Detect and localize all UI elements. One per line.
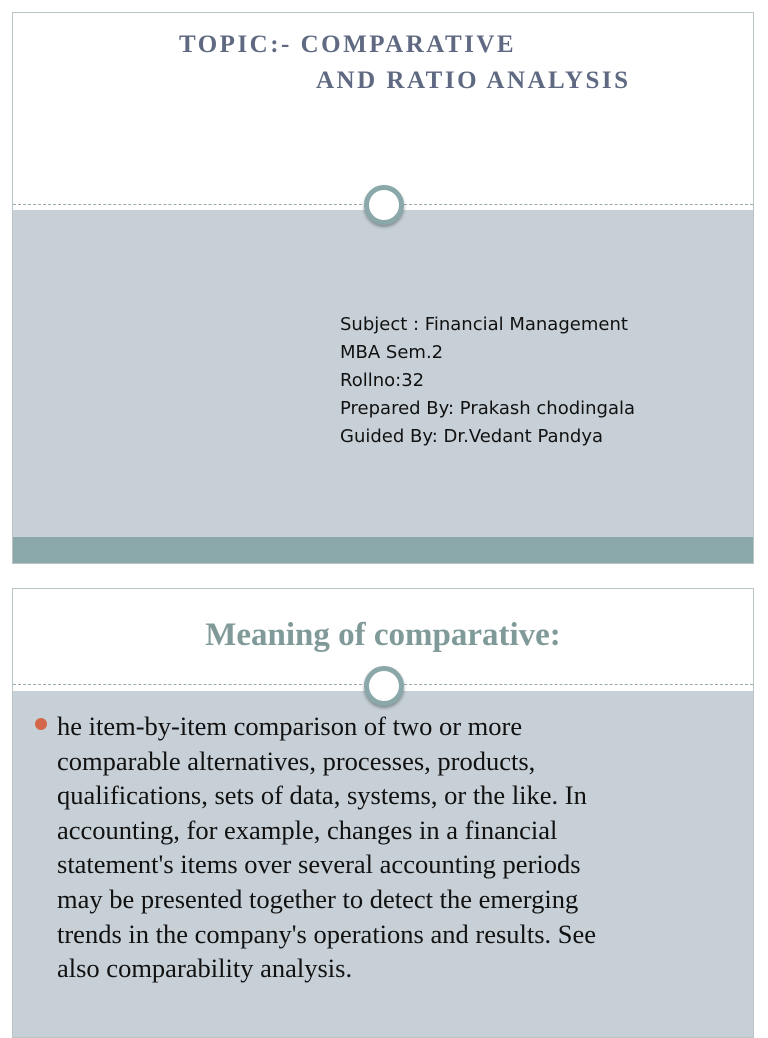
paragraph-line: may be presented together to detect the emerging <box>57 883 579 914</box>
slide-title-line-1: TOPIC:- COMPARATIVE <box>179 31 517 58</box>
ring-ornament-icon <box>364 185 404 225</box>
meaning-slide <box>12 588 754 1038</box>
bullet-dot-icon <box>35 718 47 730</box>
rollno-line: Rollno:32 <box>340 370 425 391</box>
slide-title-line-2: AND RATIO ANALYSIS <box>316 67 631 94</box>
definition-paragraph <box>57 709 737 986</box>
paragraph-line: qualifications, sets of data, systems, or the like. In <box>57 780 587 811</box>
guided-by-line: Guided By: Dr.Vedant Pandya <box>340 426 604 447</box>
subject-line: Subject : Financial Management <box>340 314 628 335</box>
paragraph-line: accounting, for example, changes in a financial <box>57 814 558 845</box>
ring-ornament-icon <box>364 666 404 706</box>
paragraph-line: also comparability analysis. <box>57 953 353 984</box>
semester-line: MBA Sem.2 <box>340 342 444 363</box>
title-slide <box>12 12 754 564</box>
slide-heading: Meaning of comparative: <box>205 617 561 653</box>
presentation-details <box>340 311 635 451</box>
paragraph-line: trends in the company's operations and results. See <box>57 918 597 949</box>
prepared-by-line: Prepared By: Prakash chodingala <box>340 398 636 419</box>
footer-band <box>13 537 753 564</box>
paragraph-line: statement's items over several accounting periods <box>57 849 581 880</box>
paragraph-line: he item-by-item comparison of two or more <box>57 711 523 741</box>
paragraph-line: comparable alternatives, processes, products, <box>57 745 536 776</box>
